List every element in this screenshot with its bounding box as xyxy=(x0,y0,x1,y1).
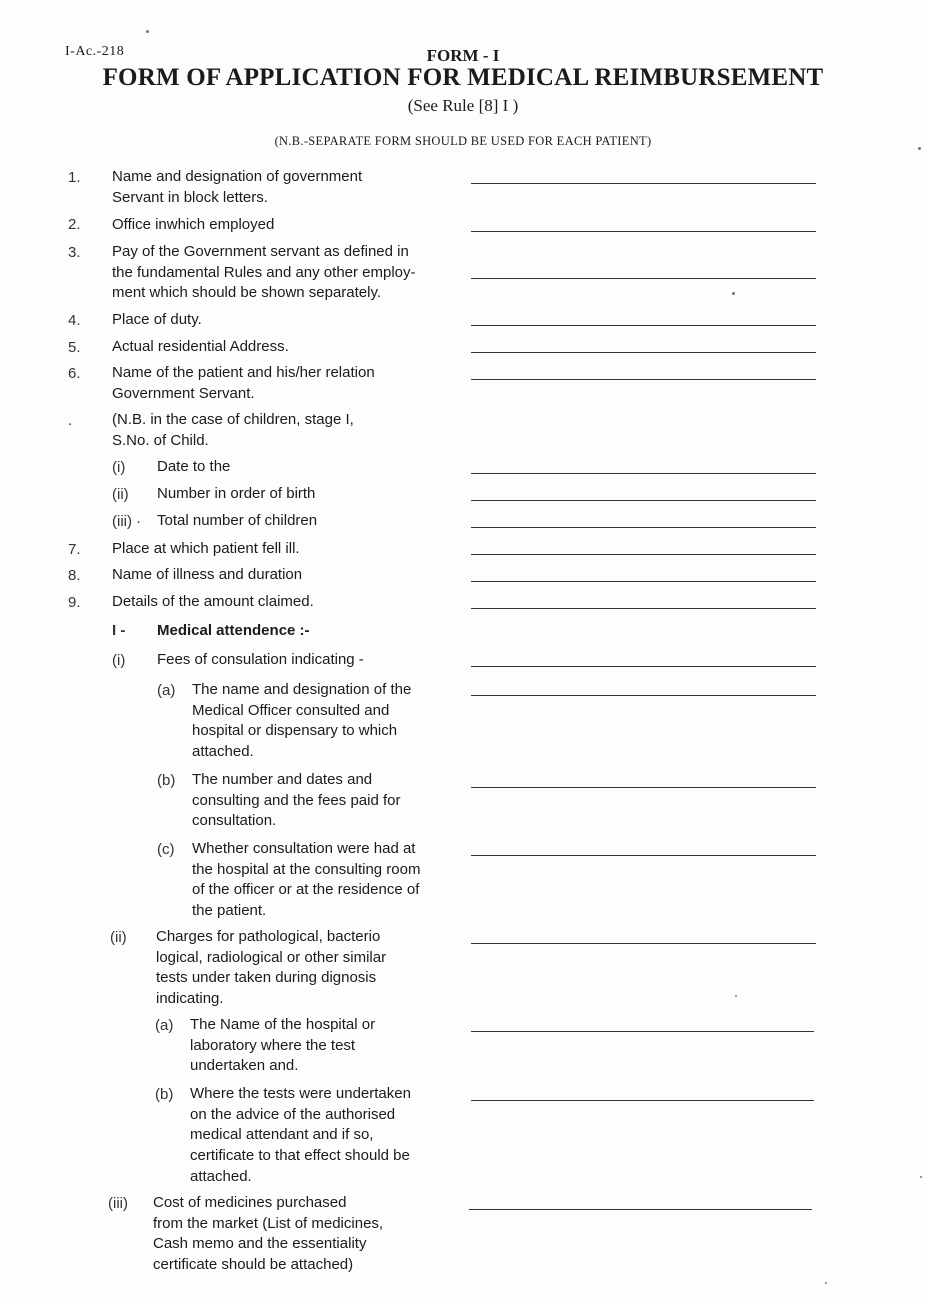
children-note-line-2: S.No. of Child. xyxy=(112,431,209,449)
fees-c-line-3: of the officer or at the residence of xyxy=(192,881,420,899)
item-8-label: Name of illness and duration xyxy=(112,566,303,583)
fees-a-answer-line[interactable] xyxy=(471,695,816,696)
charges-b-line-5: attached. xyxy=(190,1167,252,1185)
fees-a-line-1: The name and designation of the xyxy=(192,681,412,698)
item-3-label xyxy=(112,242,416,304)
children-note xyxy=(112,410,354,451)
fees-a-line-2: Medical Officer consulted and xyxy=(192,701,390,719)
fees-b-number: (b) xyxy=(157,772,176,789)
fees-b-answer-line[interactable] xyxy=(471,787,816,788)
fees-c-line-1: Whether consultation were had at xyxy=(192,840,416,857)
fees-answer-line[interactable] xyxy=(471,666,816,667)
total-children-answer-line[interactable] xyxy=(471,527,816,528)
charges-answer-line[interactable] xyxy=(471,943,816,944)
scan-speck xyxy=(918,147,921,150)
charges-line-3: tests under taken during dignosis xyxy=(156,969,377,987)
children-note-line-1: (N.B. in the case of children, stage I, xyxy=(112,411,354,428)
item-6-number: 6. xyxy=(68,365,81,382)
item-5-number: 5. xyxy=(68,339,81,356)
fees-a-line-4: attached. xyxy=(192,743,254,761)
charges-b-line-1: Where the tests were undertaken xyxy=(190,1085,411,1102)
charges-b-answer-line[interactable] xyxy=(471,1100,814,1101)
charges-a-line-1: The Name of the hospital or xyxy=(190,1016,376,1033)
item-1-line-1: Name and designation of government xyxy=(112,168,363,185)
fees-c-number: (c) xyxy=(157,841,175,858)
form-number: FORM - I xyxy=(426,46,500,65)
item-6-line-1: Name of the patient and his/her relation xyxy=(112,364,375,381)
charges-b-number: (b) xyxy=(155,1086,174,1103)
charges-label xyxy=(156,927,386,1010)
item-2-number: 2. xyxy=(68,216,81,233)
birth-order-answer-line[interactable] xyxy=(471,500,816,501)
item-5-answer-line[interactable] xyxy=(471,352,816,353)
fees-c-line-2: the hospital at the consulting room xyxy=(192,860,421,878)
fees-b-line-2: consulting and the fees paid for xyxy=(192,791,401,809)
fees-number: (i) xyxy=(112,652,126,669)
scan-speck xyxy=(732,292,735,295)
medical-attendence-heading: Medical attendence :- xyxy=(157,622,310,639)
charges-a-label xyxy=(190,1015,375,1077)
item-5-label: Actual residential Address. xyxy=(112,338,289,355)
item-3-line-1: Pay of the Government servant as defined in xyxy=(112,243,409,260)
patient-note: (N.B.-SEPARATE FORM SHOULD BE USED FOR EACH PATIENT) xyxy=(274,134,652,148)
child-i-number: (i) xyxy=(112,459,126,476)
medicines-line-4: certificate should be attached) xyxy=(153,1256,354,1274)
item-2-answer-line[interactable] xyxy=(471,231,816,232)
item-2-label: Office inwhich employed xyxy=(112,216,275,233)
charges-a-line-3: undertaken and. xyxy=(190,1057,299,1075)
item-1-number: 1. xyxy=(68,169,81,186)
form-code: I-Ac.-218 xyxy=(65,44,125,59)
item-7-label: Place at which patient fell ill. xyxy=(112,540,300,557)
medicines-number: (iii) xyxy=(108,1195,128,1212)
medicines-line-3: Cash memo and the essentiality xyxy=(153,1235,367,1253)
fees-a-number: (a) xyxy=(157,682,176,699)
item-6-answer-line[interactable] xyxy=(471,379,816,380)
total-children-label: Total number of children xyxy=(157,512,318,529)
item-4-number: 4. xyxy=(68,312,81,329)
rule-reference: (See Rule [8] I ) xyxy=(407,96,519,115)
charges-line-2: logical, radiological or other similar xyxy=(156,948,387,966)
item-3-line-2: the fundamental Rules and any other employ- xyxy=(112,263,416,281)
charges-line-1: Charges for pathological, bacterio xyxy=(156,928,381,945)
charges-a-line-2: laboratory where the test xyxy=(190,1036,356,1054)
children-note-marker: . xyxy=(68,412,73,429)
item-8-number: 8. xyxy=(68,567,81,584)
fees-label: Fees of consulation indicating - xyxy=(157,651,364,668)
charges-a-answer-line[interactable] xyxy=(471,1031,814,1032)
child-date-answer-line[interactable] xyxy=(471,473,816,474)
item-9-number: 9. xyxy=(68,594,81,611)
scan-speck xyxy=(146,30,149,33)
child-date-label: Date to the xyxy=(157,458,231,475)
medicines-line-2: from the market (List of medicines, xyxy=(153,1214,384,1232)
item-8-answer-line[interactable] xyxy=(471,581,816,582)
item-9-label: Details of the amount claimed. xyxy=(112,593,314,610)
item-7-number: 7. xyxy=(68,541,81,558)
fees-c-line-4: the patient. xyxy=(192,902,267,920)
item-9-answer-line[interactable] xyxy=(471,608,816,609)
charges-b-line-4: certificate to that effect should be xyxy=(190,1147,410,1165)
charges-line-4: indicating. xyxy=(156,990,224,1008)
charges-number: (ii) xyxy=(110,929,127,946)
medicines-line-1: Cost of medicines purchased xyxy=(153,1194,347,1211)
item-1-answer-line[interactable] xyxy=(471,183,816,184)
charges-b-line-2: on the advice of the authorised xyxy=(190,1105,396,1123)
item-4-answer-line[interactable] xyxy=(471,325,816,326)
scan-speck xyxy=(735,995,737,997)
fees-b-line-1: The number and dates and xyxy=(192,771,373,788)
charges-b-line-3: medical attendant and if so, xyxy=(190,1126,374,1144)
fees-b-line-3: consultation. xyxy=(192,812,277,830)
fees-c-answer-line[interactable] xyxy=(471,855,816,856)
section-i-number: I - xyxy=(112,622,126,639)
medicines-answer-line[interactable] xyxy=(469,1209,812,1210)
item-1-label xyxy=(112,167,362,208)
birth-order-label: Number in order of birth xyxy=(157,485,316,502)
item-1-line-2: Servant in block letters. xyxy=(112,188,268,206)
fees-c-label xyxy=(192,839,420,922)
medicines-label xyxy=(153,1193,383,1276)
item-6-label xyxy=(112,363,375,404)
form-title: FORM OF APPLICATION FOR MEDICAL REIMBURSEMENT xyxy=(102,64,824,91)
charges-a-number: (a) xyxy=(155,1017,174,1034)
charges-b-label xyxy=(190,1084,411,1188)
item-6-line-2: Government Servant. xyxy=(112,384,255,402)
item-7-answer-line[interactable] xyxy=(471,554,816,555)
item-3-line-3: ment which should be shown separately. xyxy=(112,284,382,302)
scan-speck xyxy=(920,1176,922,1178)
child-ii-number: (ii) xyxy=(112,486,129,503)
fees-b-label xyxy=(192,770,400,832)
item-3-number: 3. xyxy=(68,244,81,261)
child-iii-number: (iii) · xyxy=(112,513,142,530)
item-3-answer-line[interactable] xyxy=(471,278,816,279)
item-4-label: Place of duty. xyxy=(112,311,202,328)
fees-a-label xyxy=(192,680,411,763)
fees-a-line-3: hospital or dispensary to which xyxy=(192,722,398,740)
scan-speck xyxy=(825,1282,827,1284)
